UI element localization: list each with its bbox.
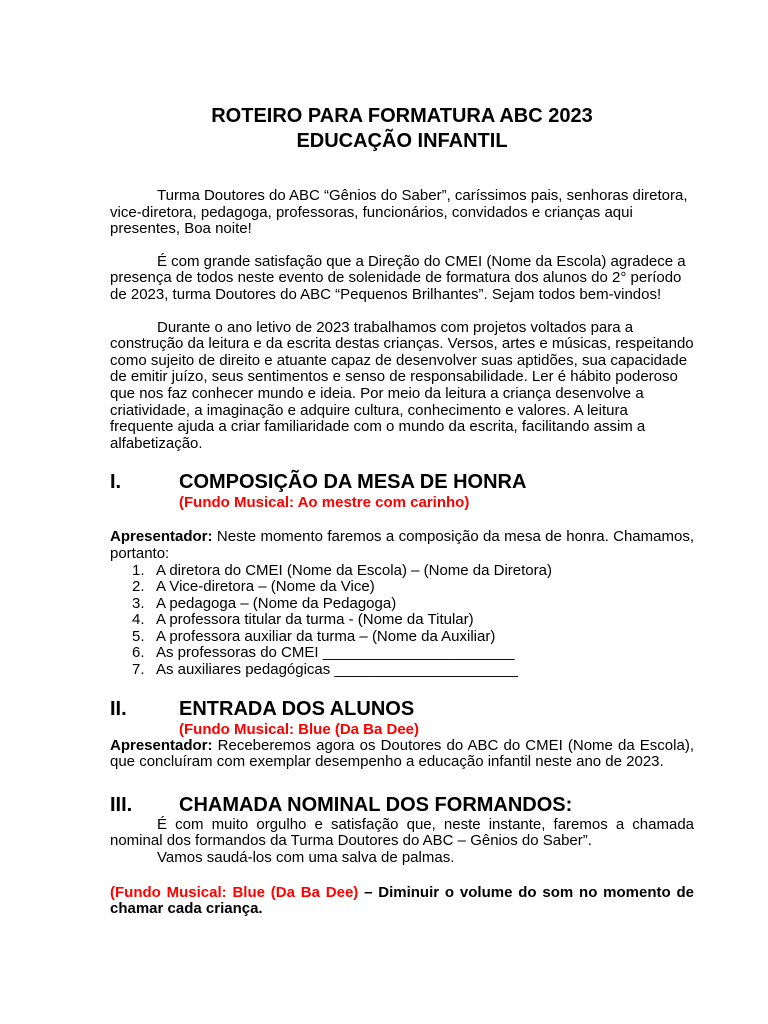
list-item — [110, 612, 694, 629]
music-cue: (Fundo Musical: Blue (Da Ba Dee) — [179, 720, 420, 738]
list-item-number: 3. — [132, 594, 145, 612]
list-item-number: 1. — [132, 561, 145, 579]
section-number: III. — [110, 793, 133, 816]
presenter-paragraph-mesa — [110, 529, 694, 562]
list-item-text: A Vice-diretora – (Nome da Vice) — [156, 578, 375, 596]
list-item — [110, 662, 694, 679]
list-item-text: As professoras do CMEI _______________________ — [156, 644, 515, 662]
list-item-text: A professora auxiliar da turma – (Nome da Auxiliar) — [156, 627, 496, 645]
section-number: II. — [110, 697, 127, 720]
list-item-text: A diretora do CMEI (Nome da Escola) – (Nome da Diretora) — [156, 561, 552, 579]
list-item-number: 5. — [132, 627, 145, 645]
intro-paragraph-greeting: Turma Doutores do ABC “Gênios do Saber”, caríssimos pais, senhoras diretora, vice-diretora, pedagoga, professoras, funcionários, convidados e crianças aqui presentes, Boa noite! — [110, 187, 688, 238]
section-number: I. — [110, 471, 122, 494]
list-item-number: 4. — [132, 611, 145, 629]
document-title-line-2: EDUCAÇÃO INFANTIL — [296, 130, 508, 152]
list-item — [110, 596, 694, 613]
list-item — [110, 579, 694, 596]
list-item-number: 2. — [132, 578, 145, 596]
list-item — [110, 645, 694, 662]
list-item-text: As auxiliares pedagógicas ______________________ — [156, 661, 518, 679]
honor-table-list — [110, 563, 694, 679]
presenter-label: Apresentador: — [110, 736, 213, 754]
list-item-number: 7. — [132, 661, 145, 679]
chamada-paragraph: É com muito orgulho e satisfação que, neste instante, faremos a chamada nominal dos formandos da Turma Doutores do ABC – Gênios do Saber”. — [110, 815, 694, 850]
section-heading-chamada — [110, 793, 694, 817]
presenter-text: Receberemos agora os Doutores do ABC do CMEI (Nome da Escola), que concluíram com exemplar desempenho a educação infantil neste ano de 2023. — [110, 736, 694, 771]
section-title: ENTRADA DOS ALUNOS — [179, 697, 415, 720]
intro-paragraph-year: Durante o ano letivo de 2023 trabalhamos com projetos voltados para a construção da leitura e da escrita destas crianças. Versos, artes e músicas, respeitando como sujeito de direito e atuante capaz de desenvolver suas aptidões, sua capacidade de emitir juízo, seus sentimentos e senso de responsabilidade. Ler é hábito poderoso que nos faz conhecer mundo e ideia. Por meio da leitura a criança desenvolve a criatividade, a imaginação e adquire cultura, conhecimento e valores. A leitura frequente ajuda a criar familiaridade com o mundo da escrita, facilitando assim a alfabetização. — [110, 318, 694, 452]
presenter-paragraph-entrada — [110, 738, 694, 771]
section-title: CHAMADA NOMINAL DOS FORMANDOS: — [179, 793, 573, 816]
music-cue: (Fundo Musical: Ao mestre com carinho) — [179, 494, 470, 512]
closing-instruction — [110, 885, 694, 918]
music-cue: (Fundo Musical: Blue (Da Ba Dee) — [110, 883, 359, 901]
list-item — [110, 563, 694, 580]
closing-instruction-text: – Diminuir o volume do som no momento de chamar cada criança. — [110, 883, 694, 918]
document-page — [110, 104, 694, 918]
section-heading-entrada — [110, 697, 694, 721]
list-item-text: A professora titular da turma - (Nome da Titular) — [156, 611, 474, 629]
presenter-label: Apresentador: — [110, 528, 213, 546]
intro-paragraph-welcome: É com grande satisfação que a Direção do CMEI (Nome da Escola) agradece a presença de todos neste evento de solenidade de formatura dos alunos do 2° período de 2023, turma Doutores do ABC “Pequenos Brilhantes”. Sejam todos bem-vindos! — [110, 252, 686, 303]
section-heading-mesa — [110, 470, 694, 494]
list-item-number: 6. — [132, 644, 145, 662]
document-title-line-1: ROTEIRO PARA FORMATURA ABC 2023 — [211, 105, 593, 127]
list-item-text: A pedagoga – (Nome da Pedagoga) — [156, 594, 397, 612]
list-item — [110, 629, 694, 646]
section-title: COMPOSIÇÃO DA MESA DE HONRA — [179, 471, 527, 494]
presenter-text: Neste momento faremos a composição da mesa de honra. Chamamos, portanto: — [110, 528, 694, 562]
chamada-applause-line: Vamos saudá-los com uma salva de palmas. — [157, 849, 455, 867]
